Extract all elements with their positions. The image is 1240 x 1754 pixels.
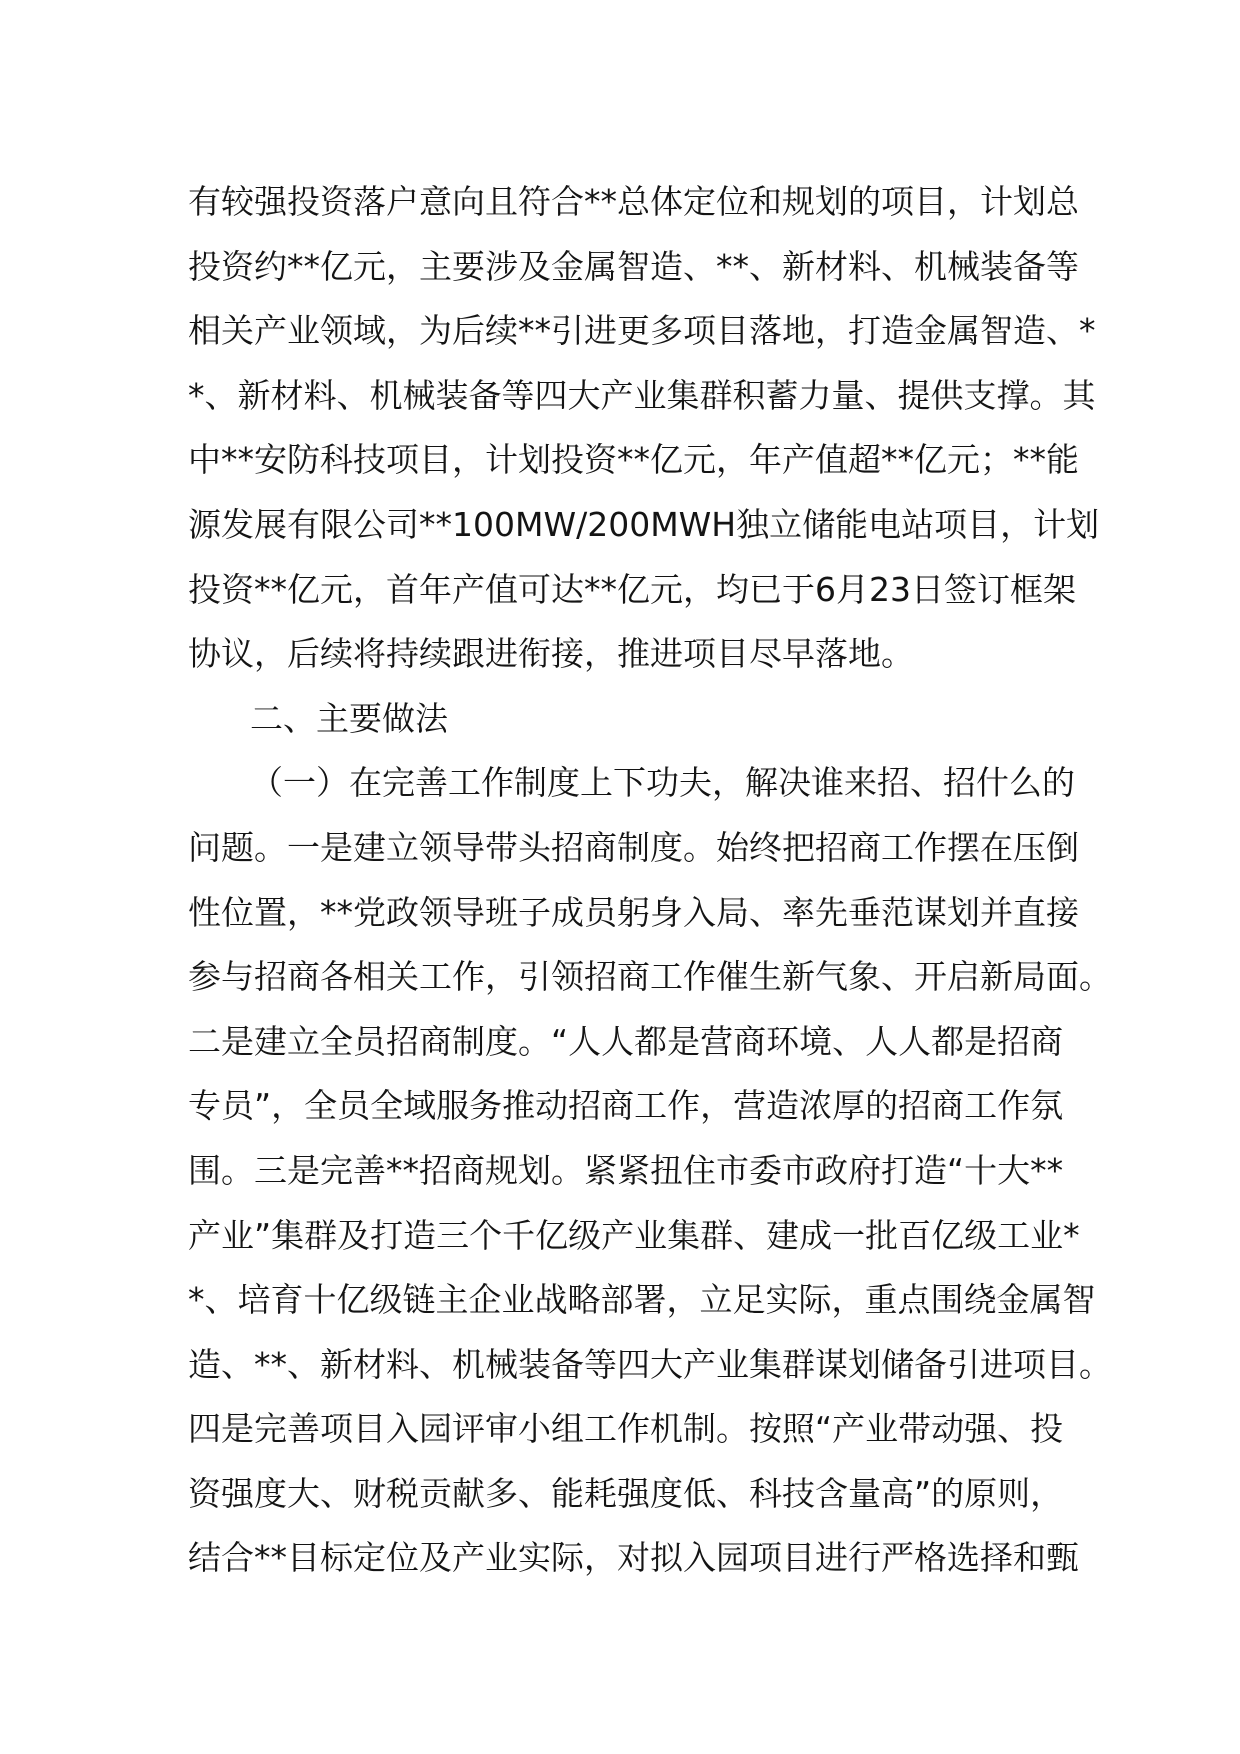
text-line-3: 相关产业领域，为后续**引进更多项目落地，打造金属智造、* bbox=[188, 311, 1096, 351]
text-line-7: 投资**亿元，首年产值可达**亿元，均已于6月23日签订框架 bbox=[188, 569, 1076, 609]
text-line-17: 产业”集群及打造三个千亿级产业集群、建成一批百亿级工业* bbox=[188, 1215, 1080, 1255]
text-line-20: 四是完善项目入园评审小组工作机制。按照“产业带动强、投 bbox=[188, 1409, 1064, 1449]
text-line-14: 二是建立全员招商制度。“人人都是营商环境、人人都是招商 bbox=[188, 1021, 1064, 1061]
body-text bbox=[188, 170, 1112, 1591]
text-line-22: 结合**目标定位及产业实际，对拟入园项目进行严格选择和甄 bbox=[188, 1538, 1079, 1578]
text-line-12: 性位置，**党政领导班子成员躬身入局、率先垂范谋划并直接 bbox=[188, 892, 1079, 932]
text-line-21: 资强度大、财税贡献多、能耗强度低、科技含量高”的原则， bbox=[188, 1473, 1064, 1513]
text-line-6: 源发展有限公司**100MW/200MWH独立储能电站项目，计划 bbox=[188, 504, 1100, 544]
text-line-1: 有较强投资落户意向且符合**总体定位和规划的项目，计划总 bbox=[188, 182, 1079, 221]
text-line-4: *、新材料、机械装备等四大产业集群积蓄力量、提供支撑。其 bbox=[188, 375, 1096, 415]
text-line-8: 协议，后续将持续跟进衔接，推进项目尽早落地。 bbox=[188, 634, 914, 674]
text-line-11: 问题。一是建立领导带头招商制度。始终把招商工作摆在压倒 bbox=[188, 827, 1079, 867]
text-line-5: 中**安防科技项目，计划投资**亿元，年产值超**亿元；**能 bbox=[188, 440, 1079, 480]
text-line-13: 参与招商各相关工作，引领招商工作催生新气象、开启新局面。 bbox=[188, 957, 1112, 997]
subsection-heading-line: （一）在完善工作制度上下功夫，解决谁来招、招什么的 bbox=[250, 763, 1075, 803]
text-line-2: 投资约**亿元，主要涉及金属智造、**、新材料、机械装备等 bbox=[188, 246, 1079, 286]
text-line-16: 围。三是完善**招商规划。紧紧扭住市委市政府打造“十大** bbox=[188, 1150, 1064, 1190]
section-heading: 二、主要做法 bbox=[250, 698, 448, 738]
text-line-18: *、培育十亿级链主企业战略部署，立足实际，重点围绕金属智 bbox=[188, 1280, 1096, 1320]
text-line-19: 造、**、新材料、机械装备等四大产业集群谋划储备引进项目。 bbox=[188, 1344, 1112, 1384]
text-line-15: 专员”，全员全域服务推动招商工作，营造浓厚的招商工作氛 bbox=[188, 1086, 1064, 1126]
